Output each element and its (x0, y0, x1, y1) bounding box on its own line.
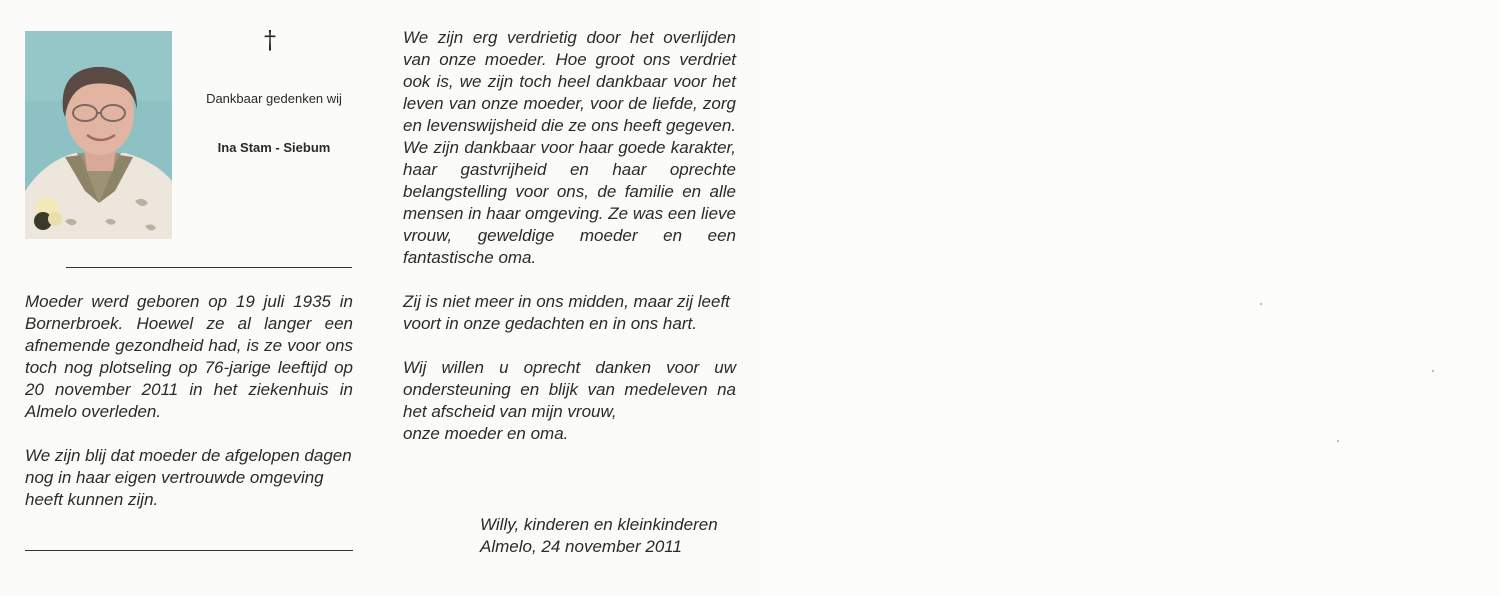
thanks-paragraph-2: Zij is niet meer in ons midden, maar zij leeft voort in onze gedachten en in ons hart. (403, 292, 730, 333)
signature-block (480, 514, 740, 558)
deceased-name: Ina Stam - Siebum (217, 140, 331, 155)
cross-icon: † (264, 26, 276, 54)
signature-names: Willy, kinderen en kleinkinderen (480, 515, 718, 534)
signature-place-date: Almelo, 24 november 2011 (480, 537, 682, 556)
biography-paragraph-2: We zijn blij dat moeder de afgelopen dagen nog in haar eigen vertrouwde omgeving heeft kunnen zijn. (25, 446, 352, 509)
card-back (760, 0, 1500, 596)
thanks-paragraph-3 (403, 357, 736, 445)
paper-speck (1337, 440, 1339, 442)
paper-speck (1260, 303, 1262, 305)
thanks-line-main: Wij willen u oprecht danken voor uw ondersteuning en blijk van medeleven na het afscheid van mijn vrouw, (403, 358, 736, 421)
thanks-paragraph-1: We zijn erg verdrietig door het overlijden van onze moeder. Hoe groot ons verdriet ook is, we zijn toch heel dankbaar voor het leven van onze moeder, voor de liefde, zorg en levenswijsheid die ze ons heeft gegeven. We zijn dankbaar voor haar goede karakter, haar gastvrijheid en haar oprechte belangstelling voor ons, de familie en alle mensen in haar omgeving. Ze was een lieve vrouw, geweldige moeder en een fantastische oma. (403, 28, 736, 267)
portrait-photo (25, 31, 172, 239)
divider-line-top (66, 267, 352, 268)
intro-line: Dankbaar gedenken wij (206, 91, 342, 106)
thanks-line-end: onze moeder en oma. (403, 424, 569, 443)
thanks-text (403, 27, 736, 445)
biography-text (25, 291, 353, 511)
paper-speck (1432, 370, 1434, 372)
biography-paragraph-1: Moeder werd geboren op 19 juli 1935 in Bornerbroek. Hoewel ze al langer een afnemende gezondheid had, is ze voor ons toch nog plotseling op 76-jarige leeftijd op 20 november 2011 in het ziekenhuis in Almelo overleden. (25, 292, 353, 421)
divider-line-bottom (25, 550, 353, 551)
